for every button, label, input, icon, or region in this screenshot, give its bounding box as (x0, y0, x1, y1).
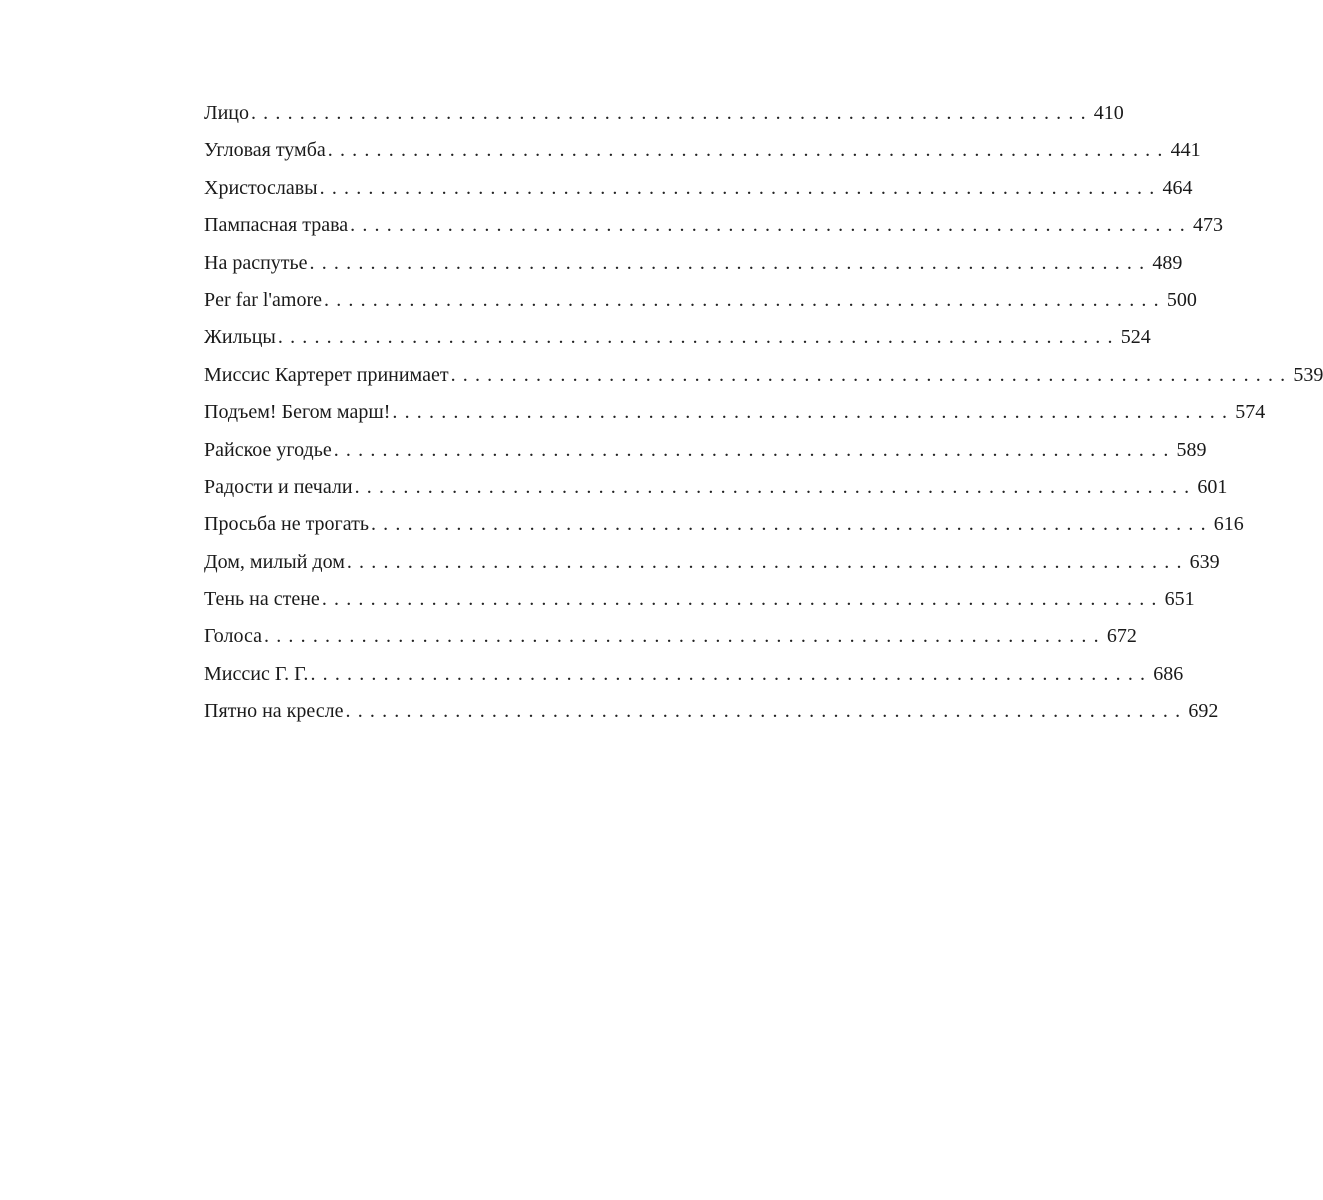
toc-entry[interactable] (204, 282, 1197, 319)
toc-entry-page: 639 (1189, 550, 1220, 573)
toc-entry-title: Пампасная трава (204, 214, 349, 237)
dot-leader: ..................................................................... (354, 475, 1197, 498)
toc-entry-page: 616 (1213, 513, 1244, 536)
table-of-contents (204, 95, 1323, 731)
toc-entry[interactable] (204, 95, 1124, 132)
dot-leader: ..................................................................... (350, 214, 1192, 237)
toc-entry-page: 686 (1153, 662, 1184, 685)
toc-entry[interactable] (204, 506, 1244, 543)
toc-entry-title: Голоса (204, 625, 263, 648)
toc-entry-page: 574 (1235, 401, 1266, 424)
toc-entry-page: 489 (1152, 251, 1183, 274)
dot-leader: ..................................................................... (250, 102, 1093, 124)
toc-entry-page: 410 (1093, 102, 1124, 124)
dot-leader: ..................................................................... (327, 139, 1170, 162)
dot-leader: ..................................................................... (450, 363, 1293, 386)
toc-entry-title: Радости и печали (204, 475, 353, 498)
toc-entry-title: Подъем! Бегом марш! (204, 401, 391, 424)
toc-entry-page: 692 (1188, 700, 1219, 723)
toc-entry[interactable] (204, 245, 1183, 282)
toc-entry-page: 589 (1176, 438, 1207, 461)
dot-leader: ..................................................................... (333, 438, 1176, 461)
dot-leader: ..................................................................... (277, 326, 1120, 349)
dot-leader: ..................................................................... (392, 401, 1235, 424)
dot-leader: ..................................................................... (324, 288, 1166, 311)
toc-entry-title: Просьба не трогать (204, 513, 369, 536)
toc-entry-title: Жильцы (204, 326, 276, 349)
toc-entry-page: 500 (1166, 288, 1197, 311)
toc-entry-title: Миссис Картерет принимает (204, 363, 449, 386)
toc-entry-title: Тень на стене (204, 588, 320, 611)
toc-entry-page: 524 (1120, 326, 1151, 349)
dot-leader: ..................................................................... (319, 176, 1162, 199)
toc-entry-title: Per far l'amore (204, 288, 322, 311)
toc-entry[interactable] (204, 207, 1223, 244)
dot-leader: ..................................................................... (321, 588, 1164, 611)
toc-entry-page: 441 (1170, 139, 1201, 162)
toc-entry-title: На распутье (204, 251, 308, 274)
toc-entry[interactable] (204, 394, 1266, 431)
toc-entry-title: Угловая тумба (204, 139, 326, 162)
toc-entry-page: 539 (1293, 363, 1323, 386)
toc-entry-page: 473 (1192, 214, 1223, 237)
toc-entry[interactable] (204, 544, 1220, 581)
toc-entry-page: 601 (1197, 475, 1228, 498)
toc-entry[interactable] (204, 357, 1323, 394)
toc-entry[interactable] (204, 469, 1228, 506)
toc-entry-title: Лицо (204, 102, 249, 124)
toc-entry[interactable] (204, 319, 1151, 356)
toc-entry[interactable] (204, 693, 1219, 730)
toc-entry-title: Христославы (204, 176, 318, 199)
toc-entry-page: 464 (1162, 176, 1193, 199)
dot-leader: ..................................................................... (346, 550, 1189, 573)
toc-entry[interactable] (204, 656, 1184, 693)
toc-entry-page: 651 (1164, 588, 1195, 611)
toc-entry[interactable] (204, 170, 1193, 207)
toc-entry-title: Дом, милый дом (204, 550, 345, 573)
dot-leader: ..................................................................... (264, 625, 1106, 648)
toc-entry-page: 672 (1106, 625, 1137, 648)
dot-leader: ..................................................................... (345, 700, 1188, 723)
toc-entry-title: Миссис Г. Г. (204, 662, 309, 685)
toc-entry[interactable] (204, 432, 1207, 469)
dot-leader: ..................................................................... (370, 513, 1213, 536)
toc-entry-title: Райское угодье (204, 438, 332, 461)
toc-entry[interactable] (204, 581, 1195, 618)
toc-entry[interactable] (204, 132, 1201, 169)
toc-entry[interactable] (204, 618, 1137, 655)
dot-leader: ..................................................................... (310, 662, 1153, 685)
dot-leader: ..................................................................... (309, 251, 1152, 274)
toc-entry-title: Пятно на кресле (204, 700, 344, 723)
